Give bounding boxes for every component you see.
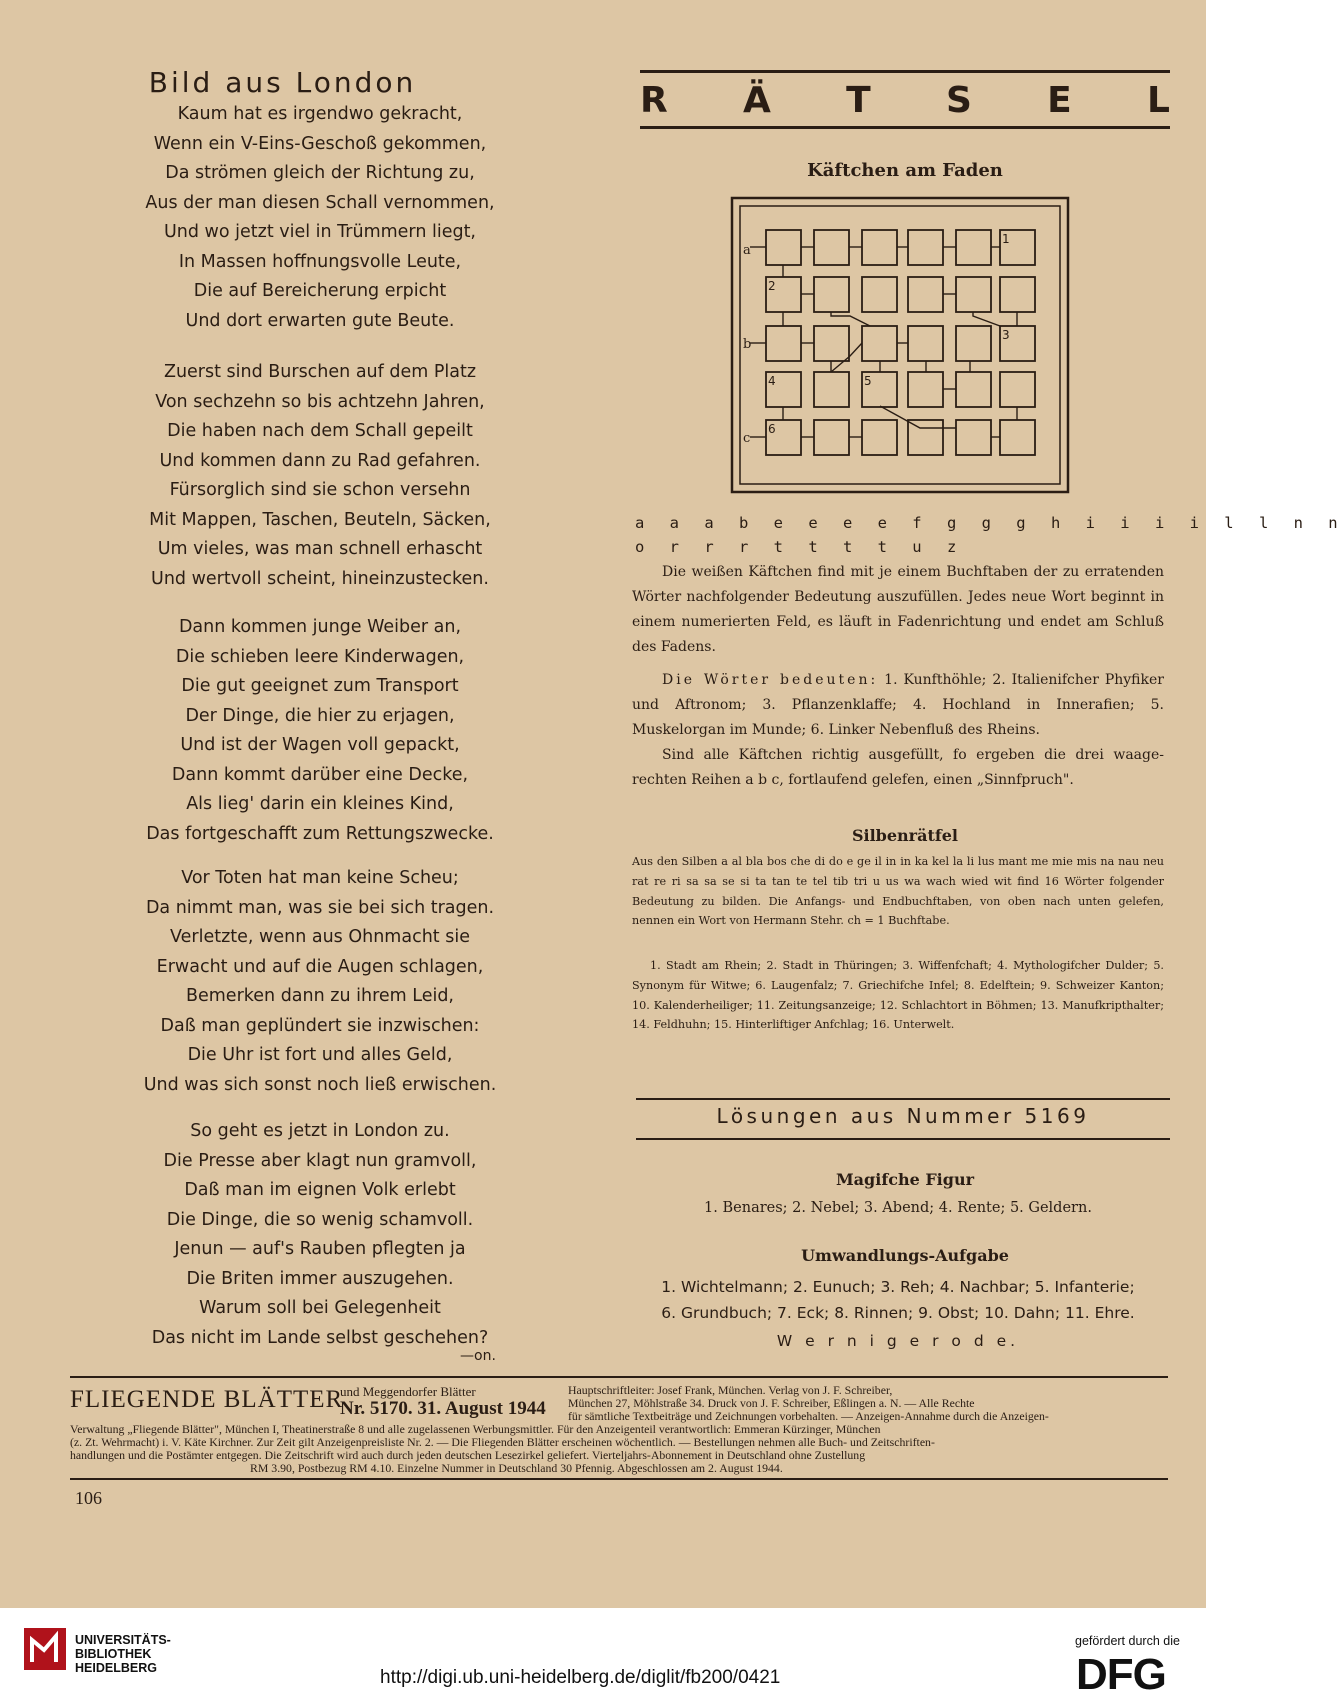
poem-line: Die gut geeignet zum Transport: [181, 676, 459, 696]
poem-stanza-3: [100, 613, 540, 849]
masthead-issue: Nr. 5170. 31. August 1944: [340, 1398, 546, 1419]
imprint-line: Hauptschriftleiter: Josef Frank, München. Verlag von J. F. Schreiber,: [568, 1383, 893, 1397]
library-name-line: BIBLIOTHEK: [75, 1647, 152, 1661]
poem-line: Von sechzehn so bis achtzehn Jahren,: [155, 391, 485, 412]
solution1-text: 1. Benares; 2. Nebel; 3. Abend; 4. Rente; 5. Geldern.: [704, 1200, 1092, 1216]
solution2-line-2: 6. Grundbuch; 7. Eck; 8. Rinnen; 9. Obst; 10. Dahn; 11. Ehre.: [661, 1304, 1135, 1322]
solution2-line-1: 1. Wichtelmann; 2. Eunuch; 3. Reh; 4. Nachbar; 5. Infanterie;: [661, 1278, 1135, 1296]
puzzle2-title: Silbenrätfel: [851, 826, 959, 845]
poem-line: Dann kommen junge Weiber an,: [178, 617, 462, 637]
poem-line: Das nicht im Lande selbst geschehen?: [151, 1327, 489, 1348]
cell-number: 1: [1002, 232, 1010, 246]
solution2-title: Umwandlungs-Aufgabe: [801, 1246, 1009, 1265]
raetsel-letter: S: [945, 80, 972, 121]
poem-line: Aus der man diesen Schall vernommen,: [145, 192, 495, 213]
footer-rule-top: [70, 1376, 1168, 1378]
poem-line: Da strömen gleich der Richtung zu,: [165, 163, 475, 183]
poem-line: Kaum hat es irgendwo gekracht,: [177, 104, 463, 124]
library-name-line: HEIDELBERG: [75, 1661, 157, 1675]
title-rule-top: [640, 70, 1170, 73]
poem-stanza-1: [100, 100, 540, 336]
poem-stanza-4: [100, 864, 540, 1100]
poem-line: Die Dinge, die so wenig schamvoll.: [166, 1209, 474, 1230]
footer-rule-bottom: [70, 1478, 1168, 1480]
poem-line: Die Presse aber klagt nun gramvoll,: [163, 1150, 477, 1171]
raetsel-title: [640, 80, 1170, 121]
poem-line: Erwacht und auf die Augen schlagen,: [156, 956, 484, 977]
poem-line: Warum soll bei Gelegenheit: [199, 1298, 441, 1318]
poem-line: Bemerken dann zu ihrem Leid,: [185, 986, 454, 1006]
poem-title: Bild aus London: [148, 66, 417, 99]
poem-line: Fürsorglich sind sie schon versehn: [169, 480, 471, 500]
poem-line: Jenun — auf's Rauben pflegten ja: [174, 1239, 466, 1259]
puzzle1-title: Käftchen am Faden: [807, 160, 1003, 181]
poem-line: Mit Mappen, Taschen, Beuteln, Säcken,: [149, 509, 491, 530]
document-url-link[interactable]: http://digi.ub.uni-heidelberg.de/diglit/fb200/0421: [380, 1667, 781, 1688]
masthead-name: FLIEGENDE BLÄTTER: [70, 1386, 344, 1413]
poem-line: Und was sich sonst noch ließ erwischen.: [143, 1074, 497, 1095]
university-library-logo-icon: [22, 1626, 68, 1672]
poem-line: Zuerst sind Burschen auf dem Platz: [163, 362, 477, 382]
imprint-line: München 27, Möhlstraße 34. Druck von J. F. Schreiber, Eßlingen a. N. — Alle Rechte: [568, 1396, 975, 1410]
sponsor-text: gefördert durch die: [1075, 1634, 1180, 1648]
raetsel-letter: R: [640, 80, 668, 121]
poem-line: Die auf Bereicherung erpicht: [193, 281, 447, 301]
solution1-title: Magifche Figur: [835, 1170, 975, 1189]
puzzle2-clues: 1. Stadt am Rhein; 2. Stadt in Thüringen; 3. Wiffenfchaft; 4. Mythologifcher Dulder; 5. Synonym für Witwe; 6. Laugenfalz; 7. Griechifche Infel; 8. Edelftein; 9. Schweizer Kanton; 10. Kalenderheiliger; 11. Zeitungsanzeige; 12. Schlachtort in Böhmen; 13. Manufkripthalter; 14. Feldhuhn; 15. Hinterliftiger Anfchlag; 16. Unterwelt.: [632, 959, 1164, 1032]
poem-line: Und dort erwarten gute Beute.: [185, 310, 455, 331]
imprint-line: Verwaltung „Fliegende Blätter", München I, Theatinerstraße 8 und alle zugelassenen Werbungsmittler. Für den Anzeigenteil verantwortlich: Emmeran Kürzinger, München: [70, 1422, 881, 1436]
imprint-line: handlungen und die Postämter entgegen. Die Zeitschrift wird auch durch jeden deutschen Lesezirkel geliefert. Vierteljahrs-Abonnement in Deutschland ohne Zustellung: [70, 1448, 866, 1462]
masthead-subtitle: und Meggendorfer Blätter: [340, 1384, 476, 1399]
poem-line: Dann kommt darüber eine Decke,: [171, 764, 469, 785]
poem-line: Und wo jetzt viel in Trümmern liegt,: [163, 222, 476, 242]
solutions-rule-bottom: [636, 1138, 1170, 1140]
poem-line: Wenn ein V-Eins-Geschoß gekommen,: [153, 133, 487, 154]
row-label: a: [743, 243, 751, 258]
poem-line: Als lieg' darin ein kleines Kind,: [186, 794, 454, 814]
poem-line: So geht es jetzt in London zu.: [190, 1121, 450, 1141]
poem-signature: —on.: [460, 1348, 496, 1364]
raetsel-letter: T: [846, 80, 871, 121]
poem-line: Das fortgeschafft zum Rettungszwecke.: [146, 823, 494, 844]
poem-line: Die schieben leere Kinderwagen,: [175, 646, 465, 667]
row-label: c: [743, 431, 751, 446]
poem-stanza-2: [100, 358, 540, 594]
library-name-line: UNIVERSITÄTS-: [75, 1633, 171, 1647]
title-rule-bottom: [640, 126, 1170, 129]
poem-line: Und ist der Wagen voll gepackt,: [180, 735, 460, 755]
poem-stanza-5: [100, 1117, 540, 1353]
library-bar: [0, 1608, 1206, 1703]
dfg-logo: DFG: [1076, 1650, 1166, 1699]
thread-box-puzzle: [730, 196, 1070, 494]
puzzle1-instructions: Die weißen Käftchen find mit je einem Buchftaben der zu erratenden Wörter nachfolgender Bedeutung auszufüllen. Jedes neue Wort beginnt in einem numerierten Feld, es läuft in Fadenrichtung und endet am Schluß des Fadens.: [632, 564, 1164, 655]
cell-number: 3: [1002, 328, 1010, 342]
poem-line: Daß man geplündert sie inzwischen:: [160, 1015, 480, 1036]
clues-text: 1. Kunfthöhle; 2. Italienifcher Phyfiker und Aftronom; 3. Pflanzenklaffe; 4. Hochland in Innerafien; 5. Muskelorgan im Munde; 6. Linker Nebenfluß des Rheins.: [632, 672, 1164, 738]
imprint-line: RM 3.90, Postbezug RM 4.10. Einzelne Nummer in Deutschland 30 Pfennig. Abgeschlossen am 2. August 1944.: [250, 1461, 783, 1475]
raetsel-letter: E: [1047, 80, 1072, 121]
cell-number: 5: [864, 374, 872, 388]
cell-number: 6: [768, 422, 776, 436]
clues-lead: Die Wörter bedeuten:: [662, 672, 879, 688]
poem-line: Da nimmt man, was sie bei sich tragen.: [145, 897, 495, 918]
solutions-title: Lösungen aus Nummer 5169: [716, 1104, 1090, 1128]
poem-line: Vor Toten hat man keine Scheu;: [181, 868, 459, 888]
puzzle2-syllables: Aus den Silben a al bla bos che di do e ge il in in ka kel la li lus mant me mie mis na nau neu rat re ri sa sa se si ta tan te tel tib tri u us wa wach wied wit find 16 Wörter folgender Bedeutung zu bilden. Die Anfangs- und Endbuchftaben, von oben nach unten gelefen, nennen ein Wort von Hermann Stehr. ch = 1 Buchftabe.: [632, 855, 1164, 928]
poem-line: In Massen hoffnungsvolle Leute,: [178, 251, 462, 272]
poem-line: Daß man im eignen Volk erlebt: [184, 1180, 456, 1200]
poem-line: Und wertvoll scheint, hineinzustecken.: [151, 568, 489, 589]
raetsel-letter: Ä: [743, 80, 771, 121]
solution2-word: W e r n i g e r o d e.: [776, 1332, 1020, 1350]
poem-line: Um vieles, was man schnell erhascht: [157, 539, 483, 559]
letters-line-2: o r r r t t t t u z: [635, 538, 962, 556]
poem-line: Und kommen dann zu Rad gefahren.: [159, 450, 481, 471]
cell-number: 4: [768, 374, 776, 388]
solutions-rule-top: [636, 1098, 1170, 1100]
puzzle1-hint: Sind alle Käftchen richtig ausgefüllt, fo ergeben die drei waagerechten Reihen a b c, fortlaufend gelefen, einen „Sinnfpruch".: [632, 747, 1164, 788]
letters-line-1: a a a b e e e e f g g g h i i i i l l n n: [635, 514, 1343, 532]
raetsel-letter: L: [1147, 80, 1170, 121]
cell-number: 2: [768, 279, 776, 293]
poem-line: Die haben nach dem Schall gepeilt: [167, 421, 473, 441]
poem-line: Der Dinge, die hier zu erjagen,: [185, 705, 455, 726]
puzzle1-clues: [632, 668, 1164, 743]
poem-line: Die Briten immer auszugehen.: [186, 1268, 454, 1289]
poem-line: Die Uhr ist fort und alles Geld,: [187, 1045, 453, 1065]
row-label: b: [743, 337, 752, 352]
imprint-line: für sämtliche Textbeiträge und Zeichnungen vorbehalten. — Anzeigen-Annahme durch die Anzeigen-: [568, 1409, 1049, 1423]
page-number: 106: [75, 1488, 102, 1508]
library-name: [75, 1633, 171, 1675]
imprint-line: (z. Zt. Wehrmacht) i. V. Käte Kirchner. Zur Zeit gilt Anzeigenpreisliste Nr. 2. — Die Fliegenden Blätter erscheinen wöchentlich. — Bestellungen nehmen alle Buch- und Zeitschriften-: [70, 1435, 935, 1449]
poem-line: Verletzte, wenn aus Ohnmacht sie: [170, 927, 470, 947]
